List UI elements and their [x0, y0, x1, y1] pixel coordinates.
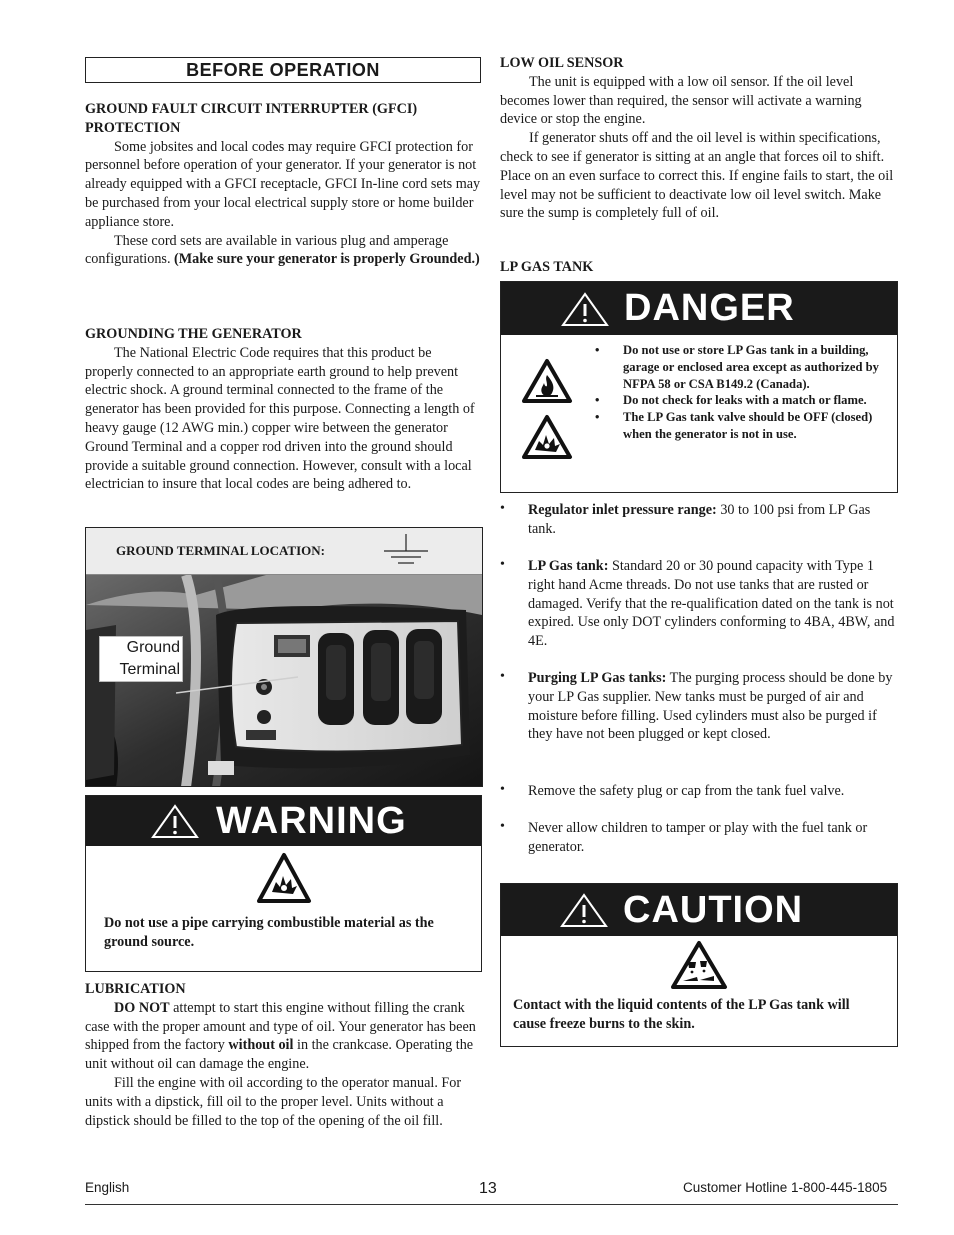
- without-oil-bold: without oil: [228, 1037, 294, 1054]
- danger-item-text: Do not use or store LP Gas tank in a building, garage or enclosed area except as authorized by NFPA 58 or CSA B149.2 (Canada).: [623, 343, 879, 391]
- danger-item-text: The LP Gas tank valve should be OFF (closed) when the generator is not in use.: [623, 410, 873, 441]
- danger-bullet: •: [595, 393, 600, 408]
- bullet: •: [500, 782, 505, 797]
- low-oil-section: [500, 54, 896, 223]
- callout-line-1: Ground: [126, 639, 180, 656]
- explosion-hazard-icon: [256, 852, 312, 904]
- callout-line-2: Terminal: [119, 661, 180, 678]
- warning-triangle-icon: [150, 803, 200, 839]
- danger-item: [593, 342, 889, 392]
- explosion-hazard-icon-2: [521, 414, 573, 460]
- list-item-text: [528, 557, 898, 651]
- lp-tank-heading: LP GAS TANK: [500, 259, 594, 275]
- figure-title: GROUND TERMINAL LOCATION:: [116, 543, 325, 558]
- list-item: [500, 557, 898, 651]
- low-oil-paragraph-2: If generator shuts off and the oil level is within specifications, check to see if generator is sitting at an angle that forces oil to shift. Place on an even surface to correct this. If engine fails to start, the oil level may not be sufficient to deactivate low oil level switch. Make sure the sump is completely full of oil.: [500, 130, 894, 222]
- footer-language: English: [85, 1180, 130, 1195]
- lubrication-section: [85, 980, 481, 1130]
- gfci-paragraph-2: [85, 232, 481, 270]
- caution-label: CAUTION: [623, 888, 804, 931]
- corrosive-hazard-icon: [670, 940, 728, 990]
- lub-p1-text-a: attempt to start this engine without filling the crank case with the proper amount and type of oil. Your generator has been shipped from the factory: [85, 999, 476, 1054]
- danger-item: [593, 409, 889, 443]
- danger-bullet: •: [595, 343, 600, 357]
- list-item-body: Standard 20 or 30 pound capacity with Type 1 right hand Acme threads. Do not use tanks that are rusted or damaged. Verify that the re-qualification dated on the tank is not expired. Use only DOT cylinders conforming to 4BA, 4BW, and 4E.: [528, 558, 895, 650]
- list-item: [500, 782, 898, 801]
- danger-list: [593, 342, 889, 443]
- list-item-body: Remove the safety plug or cap from the tank fuel valve.: [528, 783, 845, 799]
- ground-terminal-figure: [85, 527, 483, 787]
- low-oil-paragraph-1: The unit is equipped with a low oil sensor. If the oil level becomes lower than required, the sensor will activate a warning device or stop the engine.: [500, 73, 862, 128]
- list-item: [500, 669, 898, 744]
- lubrication-paragraph-1: [85, 999, 481, 1074]
- lubrication-heading: LUBRICATION: [85, 981, 186, 997]
- gfci-p2-bold: (Make sure your generator is properly Grounded.): [174, 251, 480, 268]
- page-number: 13: [479, 1180, 497, 1197]
- warning-box: [85, 795, 482, 972]
- list-item-body: The purging process should be done by your LP Gas supplier. New tanks must be purged of air and moisture before filling. Used cylinders must also be purged if they have not been plugged or kept closed.: [528, 670, 893, 743]
- fire-hazard-icon: [521, 358, 573, 404]
- list-item-bold: Purging LP Gas tanks:: [528, 670, 667, 686]
- ground-terminal-callout: [99, 636, 183, 682]
- danger-triangle-icon: [560, 291, 610, 327]
- gfci-heading: GROUND FAULT CIRCUIT INTERRUPTER (GFCI) PROTECTION: [85, 101, 418, 136]
- danger-bullet: •: [595, 410, 600, 425]
- list-item-text: [528, 669, 898, 744]
- danger-label: DANGER: [624, 287, 795, 329]
- gfci-paragraph-1: Some jobsites and local codes may require GFCI protection for personnel before operation of your generator. If your generator is not already equipped with a GFCI receptacle, GFCI In-line cord sets may be purchased from your local electrical supply store or home builder appliance store.: [85, 138, 481, 230]
- grounding-section: [85, 325, 481, 494]
- list-item-text: [528, 782, 898, 801]
- list-item-bold: Regulator inlet pressure range:: [528, 502, 717, 518]
- list-item: [500, 501, 898, 539]
- do-not-bold: DO NOT: [114, 999, 170, 1016]
- caution-triangle-icon: [559, 892, 609, 928]
- warning-label: WARNING: [216, 799, 407, 842]
- caution-header: [501, 884, 897, 936]
- gfci-p2-text: These cord sets are available in various plug and amperage configurations.: [85, 232, 449, 268]
- section-title: BEFORE OPERATION: [85, 57, 481, 83]
- grounding-paragraph: The National Electric Code requires that this product be properly connected to an appropriate earth ground to help prevent electric shock. A ground terminal connected to the frame of the generator has been provided for this purpose. Connecting a length of heavy gauge (12 AWG min.) copper wire between the generator Ground Terminal and a copper rod driven into the ground should provide a suitable ground connection. However, consult with a local electrician to insure that local codes are being adhered to.: [85, 344, 475, 493]
- danger-item-text: Do not check for leaks with a match or flame.: [623, 393, 867, 408]
- danger-item: [593, 392, 889, 409]
- gfci-section: [85, 100, 481, 269]
- bullet: •: [500, 501, 505, 516]
- list-item-bold: LP Gas tank:: [528, 558, 609, 574]
- danger-header: [501, 282, 897, 335]
- bullet: •: [500, 557, 505, 572]
- warning-text: Do not use a pipe carrying combustible material as the ground source.: [104, 915, 434, 950]
- danger-box: [500, 281, 898, 493]
- caution-box: [500, 883, 898, 1047]
- list-item-text: [528, 501, 898, 539]
- lubrication-paragraph-2: Fill the engine with oil according to the operator manual. For units with a dipstick, fill oil to the proper level. Units without a dipstick should be filled to the top of the opening of the oil fill.: [85, 1074, 462, 1129]
- figure-header: [86, 528, 482, 575]
- list-item: [500, 819, 898, 857]
- bullet: •: [500, 669, 505, 684]
- low-oil-heading: LOW OIL SENSOR: [500, 55, 624, 71]
- list-item-text: [528, 819, 898, 857]
- list-item-body: 30 to 100 psi from LP Gas tank.: [528, 502, 871, 537]
- footer-rule: [85, 1204, 898, 1205]
- lub-p1-text-b: in the crankcase. Operating the unit without oil can damage the engine.: [85, 1037, 474, 1073]
- ground-symbol-icon: [382, 534, 430, 568]
- list-item-body: Never allow children to tamper or play with the fuel tank or generator.: [528, 820, 868, 855]
- customer-hotline: Customer Hotline 1-800-445-1805: [683, 1180, 888, 1195]
- grounding-heading: GROUNDING THE GENERATOR: [85, 326, 302, 342]
- bullet: •: [500, 819, 505, 834]
- caution-text: Contact with the liquid contents of the LP Gas tank will cause freeze burns to the skin.: [513, 997, 850, 1032]
- warning-header: [86, 796, 481, 846]
